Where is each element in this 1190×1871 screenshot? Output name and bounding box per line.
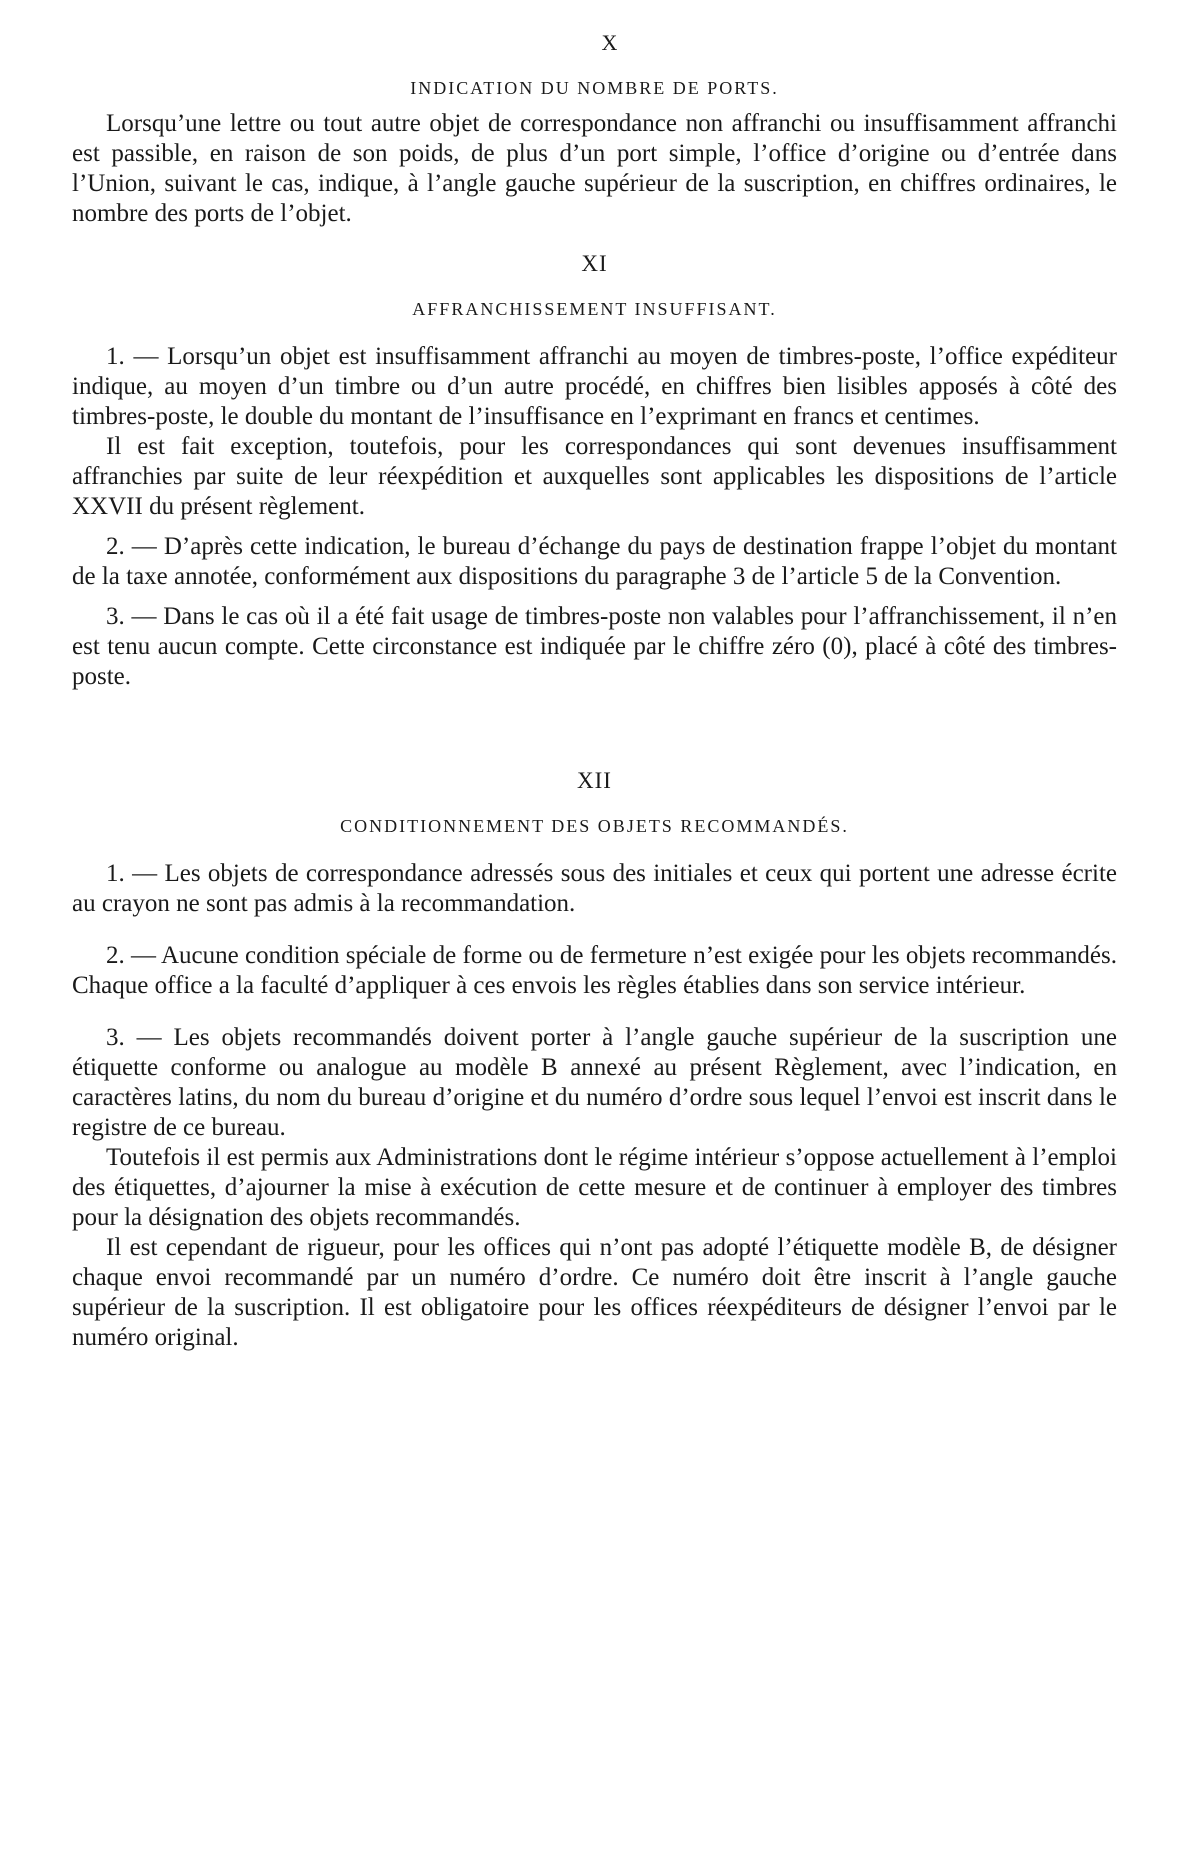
paragraph: 1. — Lorsqu’un objet est insuffisamment affranchi au moyen de timbres-poste, l’office expéditeur indique, au moyen d’un timbre ou d’un autre procédé, en chiffres bien lisibles apposés à côté des timbres-poste, le double du montant de l’insuffisance en l’exprimant en francs et centimes. — [72, 343, 1117, 430]
section-xi — [72, 251, 1117, 692]
section-numeral: XI — [581, 251, 608, 276]
section-ports — [72, 78, 1117, 229]
paragraph: Il est cependant de rigueur, pour les offices qui n’ont pas adopté l’étiquette modèle B, de désigner chaque envoi recommandé par un numéro d’ordre. Ce numéro doit être inscrit à l’angle gauche supérieur de la suscription. Il est obligatoire pour les offices réexpéditeurs de désigner l’envoi par le numéro original. — [72, 1234, 1117, 1351]
section-heading: AFFRANCHISSEMENT INSUFFISANT. — [412, 299, 777, 319]
paragraph: 1. — Les objets de correspondance adressés sous des initiales et ceux qui portent une adresse écrite au crayon ne sont pas admis à la recommandation. — [72, 860, 1117, 917]
paragraph: 3. — Les objets recommandés doivent porter à l’angle gauche supérieur de la suscription une étiquette conforme ou analogue au modèle B annexé au présent Règlement, avec l’indication, en caractères latins, du nom du bureau d’origine et du numéro d’ordre sous lequel l’envoi est inscrit dans le registre de ce bureau. — [72, 1024, 1117, 1141]
paragraph: Toutefois il est permis aux Administrations dont le régime intérieur s’oppose actuellement à l’emploi des étiquettes, d’ajourner la mise à exécution de cette mesure et de continuer à employer des timbres pour la désignation des objets recommandés. — [72, 1144, 1117, 1231]
section-numeral: XII — [577, 768, 612, 793]
top-section-mark: X — [601, 30, 618, 55]
page-content — [72, 30, 1117, 1353]
paragraph: 2. — D’après cette indication, le bureau d’échange du pays de destination frappe l’objet du montant de la taxe annotée, conformément aux dispositions du paragraphe 3 de l’article 5 de la Convention. — [72, 533, 1117, 590]
paragraph: 3. — Dans le cas où il a été fait usage de timbres-poste non valables pour l’affranchissement, il n’en est tenu aucun compte. Cette circonstance est indiquée par le chiffre zéro (0), placé à côté des timbres-poste. — [72, 603, 1117, 690]
section-heading: INDICATION DU NOMBRE DE PORTS. — [410, 78, 779, 98]
section-xii — [72, 768, 1117, 1353]
paragraph: 2. — Aucune condition spéciale de forme ou de fermeture n’est exigée pour les objets recommandés. Chaque office a la faculté d’appliquer à ces envois les règles établies dans son service intérieur. — [72, 942, 1117, 999]
section-heading: CONDITIONNEMENT DES OBJETS RECOMMANDÉS. — [340, 816, 849, 836]
paragraph: Il est fait exception, toutefois, pour les correspondances qui sont devenues insuffisamment affranchies par suite de leur réexpédition et auxquelles sont applicables les dispositions de l’article XXVII du présent règlement. — [72, 433, 1117, 520]
paragraph: Lorsqu’une lettre ou tout autre objet de correspondance non affranchi ou insuffisamment affranchi est passible, en raison de son poids, de plus d’un port simple, l’office d’origine ou d’entrée dans l’Union, suivant le cas, indique, à l’angle gauche supérieur de la suscription, en chiffres ordinaires, le nombre des ports de l’objet. — [72, 110, 1117, 227]
